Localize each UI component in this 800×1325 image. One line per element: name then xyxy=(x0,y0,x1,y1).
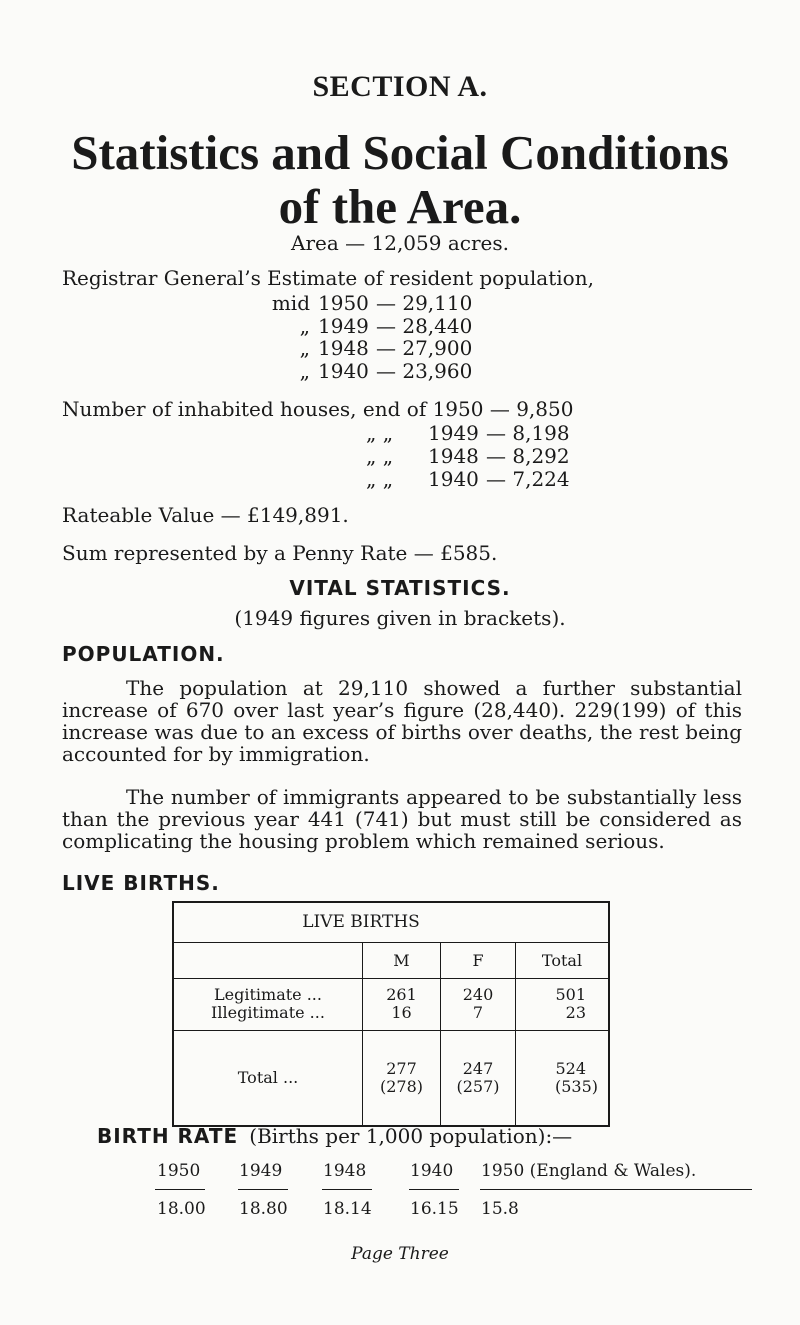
cell-value: 247 xyxy=(462,1058,494,1078)
column-header: Total xyxy=(516,942,610,978)
rate-header-1940: 1940 xyxy=(410,1161,454,1181)
rate-value-1940: 16.15 xyxy=(410,1199,459,1219)
page-footer: Page Three xyxy=(351,1244,449,1264)
birth-rate-caption: (Births per 1,000 population):— xyxy=(249,1124,573,1148)
table-title-row xyxy=(173,902,609,942)
cell-value: 240 xyxy=(462,985,494,1004)
column-header: F xyxy=(441,942,516,978)
row-ditto: „ „ xyxy=(366,467,394,491)
birth-rate-line xyxy=(97,1124,572,1148)
rate-header-1950: 1950 xyxy=(157,1161,201,1181)
penny-rate: Sum represented by a Penny Rate — £585. xyxy=(62,541,498,565)
row-prefix: mid xyxy=(271,291,310,315)
row-value: — 28,440 xyxy=(376,314,473,338)
rule-1940 xyxy=(409,1189,459,1190)
row-value: — 23,960 xyxy=(376,359,473,383)
m-cell xyxy=(363,978,441,1030)
table-title: LIVE BIRTHS xyxy=(173,902,609,942)
total-label: Total ... xyxy=(173,1030,363,1126)
row-value: — 29,110 xyxy=(376,291,473,315)
column-header: M xyxy=(363,942,441,978)
live-births-heading: LIVE BIRTHS. xyxy=(62,871,220,895)
page-title-line2: of the Area. xyxy=(278,179,522,234)
population-estimate-label: Registrar General’s Estimate of resident population, xyxy=(62,266,594,290)
rate-header-england-wales: 1950 (England & Wales). xyxy=(481,1161,697,1181)
row-year: 1940 xyxy=(318,359,369,383)
rule-1949 xyxy=(238,1189,288,1190)
vital-statistics-note: (1949 figures given in brackets). xyxy=(234,606,566,630)
population-heading: POPULATION. xyxy=(62,642,225,666)
birth-rate-heading: BIRTH RATE xyxy=(97,1124,239,1148)
cell-value: 23 xyxy=(565,1003,586,1022)
row-prefix: „ xyxy=(299,314,310,338)
row-value: — 7,224 xyxy=(486,467,570,491)
cell-value: 501 xyxy=(555,985,586,1004)
total-row xyxy=(173,1030,609,1126)
empty-header-cell xyxy=(173,942,363,978)
f-cell xyxy=(441,978,516,1030)
row-year: 1949 xyxy=(428,421,479,445)
row-year: 1949 xyxy=(318,314,369,338)
row-label: Illegitimate ... xyxy=(211,1003,325,1022)
rule-england-wales xyxy=(480,1189,752,1190)
cell-value: 261 xyxy=(386,985,417,1004)
row-ditto: „ „ xyxy=(366,421,394,445)
section-label: SECTION A. xyxy=(312,70,488,103)
row-label: Legitimate ... xyxy=(214,985,322,1004)
row-year: 1948 xyxy=(428,444,479,468)
row-value: — 27,900 xyxy=(376,336,473,360)
table-row xyxy=(173,978,609,1030)
table-header-row xyxy=(173,942,609,978)
population-paragraph-1 xyxy=(62,677,742,765)
m-total-cell xyxy=(363,1030,441,1126)
row-labels xyxy=(173,978,363,1030)
row-value: — 8,292 xyxy=(486,444,570,468)
area-line: Area — 12,059 acres. xyxy=(291,231,509,255)
rateable-value: Rateable Value — £149,891. xyxy=(62,503,349,527)
population-paragraph-2 xyxy=(62,786,742,852)
cell-value: (535) xyxy=(554,1076,598,1096)
live-births-table xyxy=(172,901,610,1127)
row-year: 1948 xyxy=(318,336,369,360)
page-title-line1: Statistics and Social Conditions xyxy=(71,125,729,180)
cell-value: 7 xyxy=(472,1003,484,1022)
total-cell xyxy=(516,978,610,1030)
paragraph-text: The population at 29,110 showed a further substantial increase of 670 over last year’s figure (28,440). 229(199) of this increase was due to an excess of births over deaths, the rest being accounted for by immigration. xyxy=(62,676,742,766)
paragraph-text: The number of immigrants appeared to be substantially less than the previous year 441 (741) but must still be considered as complicating the housing problem which remained serious. xyxy=(62,785,742,853)
cell-value: (278) xyxy=(379,1076,424,1096)
row-prefix: „ xyxy=(299,336,310,360)
cell-value: 16 xyxy=(391,1003,412,1022)
cell-value: 277 xyxy=(386,1058,417,1078)
cell-value: 524 xyxy=(555,1058,586,1078)
rate-value-1950: 18.00 xyxy=(157,1199,206,1219)
f-total-cell xyxy=(441,1030,516,1126)
rate-value-england-wales: 15.8 xyxy=(481,1199,519,1219)
rate-header-1949: 1949 xyxy=(239,1161,283,1181)
vital-statistics-heading: VITAL STATISTICS. xyxy=(289,576,511,600)
rate-value-1948: 18.14 xyxy=(323,1199,372,1219)
rule-1950 xyxy=(155,1189,205,1190)
cell-value: (257) xyxy=(456,1076,500,1096)
houses-label: Number of inhabited houses, end of 1950 — 9,850 xyxy=(62,397,574,421)
grand-total-cell xyxy=(516,1030,610,1126)
row-value: — 8,198 xyxy=(486,421,570,445)
rate-value-1949: 18.80 xyxy=(239,1199,288,1219)
rate-header-1948: 1948 xyxy=(323,1161,367,1181)
row-prefix: „ xyxy=(299,359,310,383)
row-ditto: „ „ xyxy=(366,444,394,468)
row-year: 1940 xyxy=(428,467,479,491)
rule-1948 xyxy=(322,1189,372,1190)
row-year: 1950 xyxy=(318,291,369,315)
